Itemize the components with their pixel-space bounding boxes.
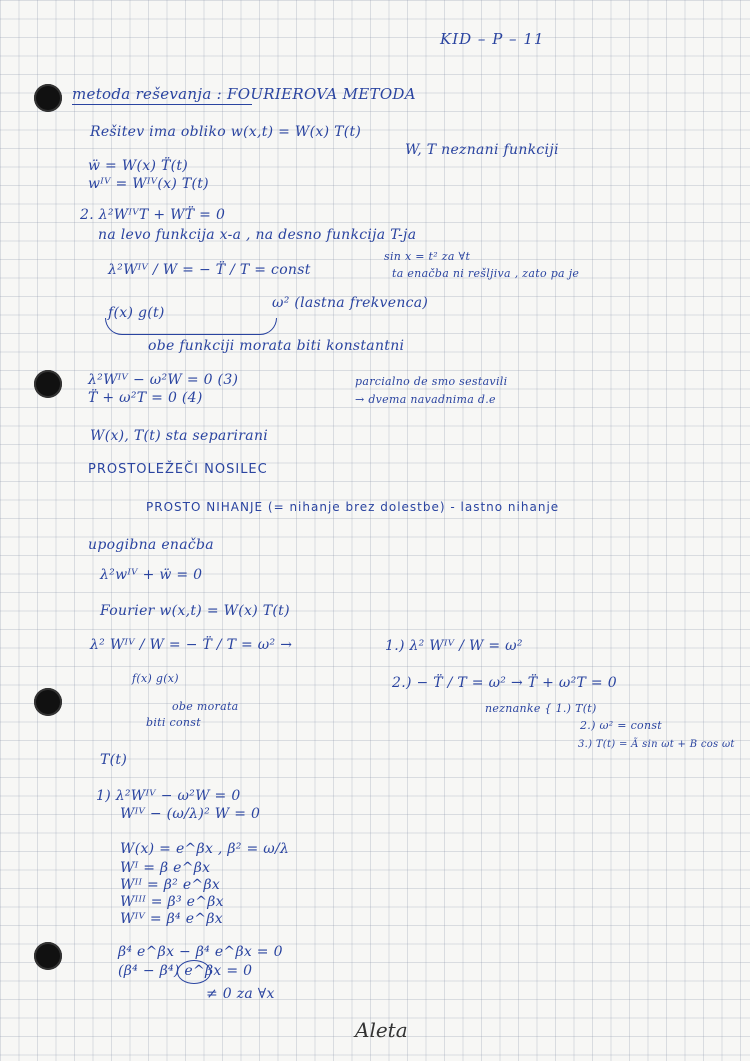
section-title: PROSTOLEŽEČI NOSILEC xyxy=(88,462,268,477)
line: Fourier w(x,t) = W(x) T(t) xyxy=(100,603,290,619)
equation: W(x) = e^βx , β² = ω/λ xyxy=(120,841,290,857)
equation: ≠ 0 za ∀x xyxy=(206,986,275,1002)
line: W(x), T(t) sta separirani xyxy=(90,428,269,444)
punch-hole xyxy=(34,84,62,112)
note: sin x = t² za ∀t xyxy=(384,250,471,263)
note: 3.) T(t) = Ã sin ωt + B cos ωt xyxy=(578,739,735,750)
line: ω² (lastna frekvenca) xyxy=(272,295,429,311)
punch-hole xyxy=(34,942,62,970)
note: f(x) g(x) xyxy=(132,672,179,685)
line: T(t) xyxy=(100,752,128,768)
line: ẅ = W(x) T̈(t) xyxy=(88,158,189,174)
equation: λ²wᴵⱽ + ẅ = 0 xyxy=(100,567,203,583)
note: biti const xyxy=(146,716,201,729)
note: neznanke { 1.) T(t) xyxy=(485,702,597,715)
heading-method: metoda reševanja : FOURIEROVA METODA xyxy=(72,85,416,103)
equation: 2.) − T̈ / T = ω² → T̈ + ω²T = 0 xyxy=(392,675,617,691)
underline xyxy=(72,104,252,105)
note: parcialno de smo sestavili xyxy=(355,375,508,388)
line: obe funkciji morata biti konstantni xyxy=(148,338,405,354)
equation: Wᴵ = β e^βx xyxy=(120,860,211,876)
equation: 1) λ²Wᴵⱽ − ω²W = 0 xyxy=(96,788,241,804)
punch-hole xyxy=(34,370,62,398)
equation: Wᴵⱽ − (ω/λ)² W = 0 xyxy=(120,806,261,822)
page-code: KID – P – 11 xyxy=(440,30,545,48)
line: f(x) g(t) xyxy=(108,305,165,321)
equation: T̈ + ω²T = 0 (4) xyxy=(88,390,203,406)
line: upogibna enačba xyxy=(88,537,214,553)
equation: Wᴵᴵ = β² e^βx xyxy=(120,877,221,893)
note: 2.) ω² = const xyxy=(580,719,663,732)
punch-hole xyxy=(34,688,62,716)
equation: 1.) λ² Wᴵⱽ / W = ω² xyxy=(385,638,523,654)
brace xyxy=(105,318,277,335)
line: wᴵⱽ = Wᴵⱽ(x) T(t) xyxy=(88,176,209,192)
equation: λ² Wᴵⱽ / W = − T̈ / T = ω² → xyxy=(90,637,293,653)
equation: (β⁴ − β⁴) e^βx = 0 xyxy=(118,963,253,979)
subsection-title: PROSTO NIHANJE (= nihanje brez dolestbe) - lastno nihanje xyxy=(146,500,560,514)
line: na levo funkcija x-a , na desno funkcija T-ja xyxy=(98,227,417,243)
note: → dvema navadnima d.e xyxy=(355,393,496,406)
line: Rešitev ima obliko w(x,t) = W(x) T(t) xyxy=(90,124,362,140)
signature: Aleta xyxy=(355,1018,408,1042)
equation: Wᴵⱽ = β⁴ e^βx xyxy=(120,911,223,927)
note: ta enačba ni rešljiva , zato pa je xyxy=(392,267,580,280)
line: 2. λ²WᴵⱽT + WT̈ = 0 xyxy=(80,207,226,223)
circle-mark xyxy=(177,960,211,984)
equation: β⁴ e^βx − β⁴ e^βx = 0 xyxy=(118,944,283,960)
equation: Wᴵᴵᴵ = β³ e^βx xyxy=(120,894,224,910)
line: W, T neznani funkciji xyxy=(405,142,559,158)
equation: λ²Wᴵⱽ − ω²W = 0 (3) xyxy=(88,372,239,388)
equation: λ²Wᴵⱽ / W = − T̈ / T = const xyxy=(108,262,311,278)
note: obe morata xyxy=(172,700,239,713)
